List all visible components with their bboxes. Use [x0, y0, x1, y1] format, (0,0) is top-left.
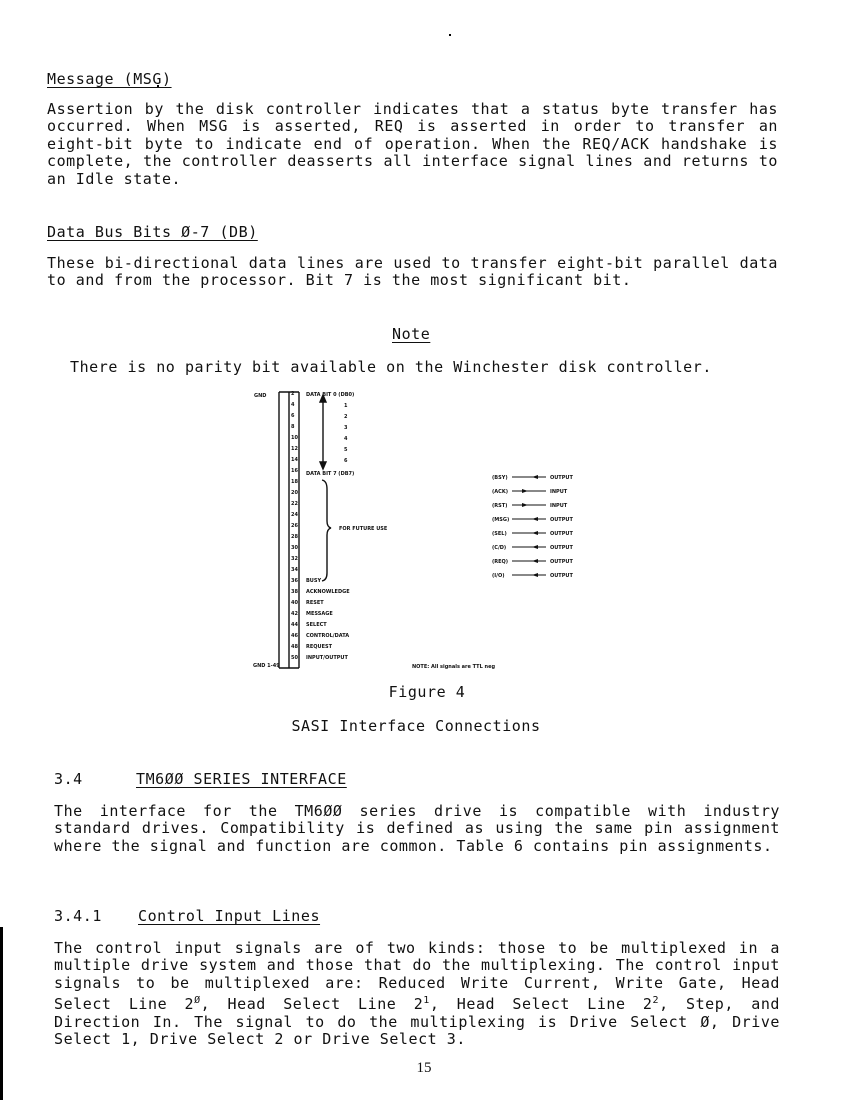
pin-number: 24	[291, 512, 298, 518]
control-pin-label: INPUT/OUTPUT	[306, 655, 348, 661]
control-pin-label: RESET	[306, 600, 324, 606]
control-paragraph	[54, 940, 780, 1048]
signal-direction: INPUT	[550, 503, 568, 509]
sasi-interface-diagram	[250, 385, 590, 675]
note-heading: Note	[392, 325, 431, 343]
pin-number: 14	[291, 457, 298, 463]
signal-name: (MSG)	[492, 517, 510, 523]
control-text-4: , Step, and Direction In. The signal to do the multiplexing is Drive Select Ø, Drive Select 1, Drive Select 2 or Drive Select 3.	[54, 995, 780, 1049]
tm600-heading: TM6ØØ SERIES INTERFACE	[136, 770, 347, 788]
pin-number: 18	[291, 479, 298, 485]
db-paragraph: These bi-directional data lines are used to transfer eight-bit parallel data to and from the processor. Bit 7 is the most significant bit.	[47, 254, 778, 290]
control-text-1: The control input signals are of two kinds: those to be multiplexed in a multiple drive system and those that do the multiplexing. The control input signals to be multiplexed are: Reduced Write Current, Write Gate, Head Select Line 2	[54, 939, 780, 1014]
signal-direction: OUTPUT	[550, 545, 573, 551]
pin-number: 8	[291, 424, 295, 430]
page-number: 15	[416, 1060, 432, 1076]
pin-number: 12	[291, 446, 298, 452]
arrow-left-icon	[532, 531, 538, 535]
bit-number: 3	[344, 425, 348, 431]
db-heading: Data Bus Bits Ø-7 (DB)	[47, 223, 258, 241]
bit-number: 4	[344, 436, 348, 442]
arrow-left-icon	[532, 573, 538, 577]
data-bus-arrow-down-icon	[320, 462, 326, 469]
pin-number: 16	[291, 468, 298, 474]
pin-number: 32	[291, 556, 298, 562]
tm600-section-number: 3.4	[54, 770, 83, 788]
control-heading: Control Input Lines	[138, 907, 321, 925]
pin-number: 30	[291, 545, 298, 551]
signal-name: (I/O)	[492, 573, 505, 579]
arrow-left-icon	[532, 517, 538, 521]
arrow-right-icon	[522, 489, 528, 493]
pin-number: 28	[291, 534, 298, 540]
pin-number: 42	[291, 611, 298, 617]
arrow-left-icon	[532, 475, 538, 479]
pin-number: 20	[291, 490, 298, 496]
arrow-left-icon	[532, 559, 538, 563]
future-use-brace	[322, 480, 331, 581]
msg-paragraph: Assertion by the disk controller indicates that a status byte transfer has occurred. When MSG is asserted, REQ is asserted in order to transfer an eight-bit byte to indicate end of operation. When the REQ/ACK handshake is complete, the controller deasserts all interface signal lines and returns to an Idle state.	[47, 100, 778, 188]
signal-name: (ACK)	[492, 489, 508, 495]
signal-name: (SEL)	[492, 531, 507, 537]
pin-number: 6	[291, 413, 295, 419]
control-text-2: , Head Select Line 2	[200, 995, 424, 1014]
gnd-top-label: GND	[254, 393, 267, 399]
diagram-svg	[250, 385, 590, 675]
arrow-right-icon	[522, 503, 528, 507]
note-text: There is no parity bit available on the Winchester disk controller.	[70, 358, 712, 376]
signal-direction: OUTPUT	[550, 517, 573, 523]
pin-number: 48	[291, 644, 298, 650]
control-pin-label: ACKNOWLEDGE	[306, 589, 350, 595]
pin-number: 46	[291, 633, 298, 639]
bit0-label: DATA BIT 0 (DB0)	[306, 392, 355, 398]
signal-name: (C/D)	[492, 545, 507, 551]
bit7-label: DATA BIT 7 (DB7)	[306, 471, 355, 477]
gnd-bottom-label: GND 1-49	[253, 663, 280, 669]
pin-number: 36	[291, 578, 298, 584]
control-text-3: , Head Select Line 2	[429, 995, 653, 1014]
tm600-paragraph: The interface for the TM6ØØ series drive is compatible with industry standard drives. Compatibility is defined as using the same pin assignment where the signal and function are common. Table 6 contains pin assignments.	[54, 802, 780, 855]
control-pin-label: BUSY	[306, 578, 322, 584]
signal-direction: OUTPUT	[550, 573, 573, 579]
pin-number: 34	[291, 567, 298, 573]
ttl-note: NOTE: All signals are TTL neg	[412, 664, 496, 670]
pin-number: 50	[291, 655, 298, 661]
figure-caption: SASI Interface Connections	[291, 717, 541, 735]
pin-number: 44	[291, 622, 298, 628]
signal-direction: INPUT	[550, 489, 568, 495]
bit-number: 1	[344, 403, 348, 409]
control-pin-label: SELECT	[306, 622, 327, 628]
pin-number: 38	[291, 589, 298, 595]
pin-number: 40	[291, 600, 298, 606]
scan-speck	[449, 34, 451, 36]
future-use-label: FOR FUTURE USE	[339, 526, 388, 532]
pin-number: 26	[291, 523, 298, 529]
pin-number: 22	[291, 501, 298, 507]
control-pin-label: CONTROL/DATA	[306, 633, 350, 639]
control-section-number: 3.4.1	[54, 907, 102, 925]
pin-number: 4	[291, 402, 295, 408]
control-pin-label: MESSAGE	[306, 611, 333, 617]
bit-number: 5	[344, 447, 348, 453]
pin-number: 2	[291, 391, 295, 397]
signal-direction: OUTPUT	[550, 559, 573, 565]
figure-number: Figure 4	[388, 683, 466, 701]
signal-direction: OUTPUT	[550, 531, 573, 537]
signal-direction: OUTPUT	[550, 475, 573, 481]
control-pin-label: REQUEST	[306, 644, 333, 650]
superscript-2: 2	[652, 995, 660, 1007]
bit-number: 6	[344, 458, 348, 464]
superscript-0: Ø	[194, 995, 201, 1007]
msg-heading: Message (MSG)	[47, 70, 172, 88]
signal-name: (RST)	[492, 503, 508, 509]
superscript-1: 1	[423, 995, 430, 1007]
signal-name: (BSY)	[492, 475, 508, 481]
arrow-left-icon	[532, 545, 538, 549]
signal-name: (REQ)	[492, 559, 509, 565]
bit-number: 2	[344, 414, 348, 420]
pin-number: 10	[291, 435, 298, 441]
